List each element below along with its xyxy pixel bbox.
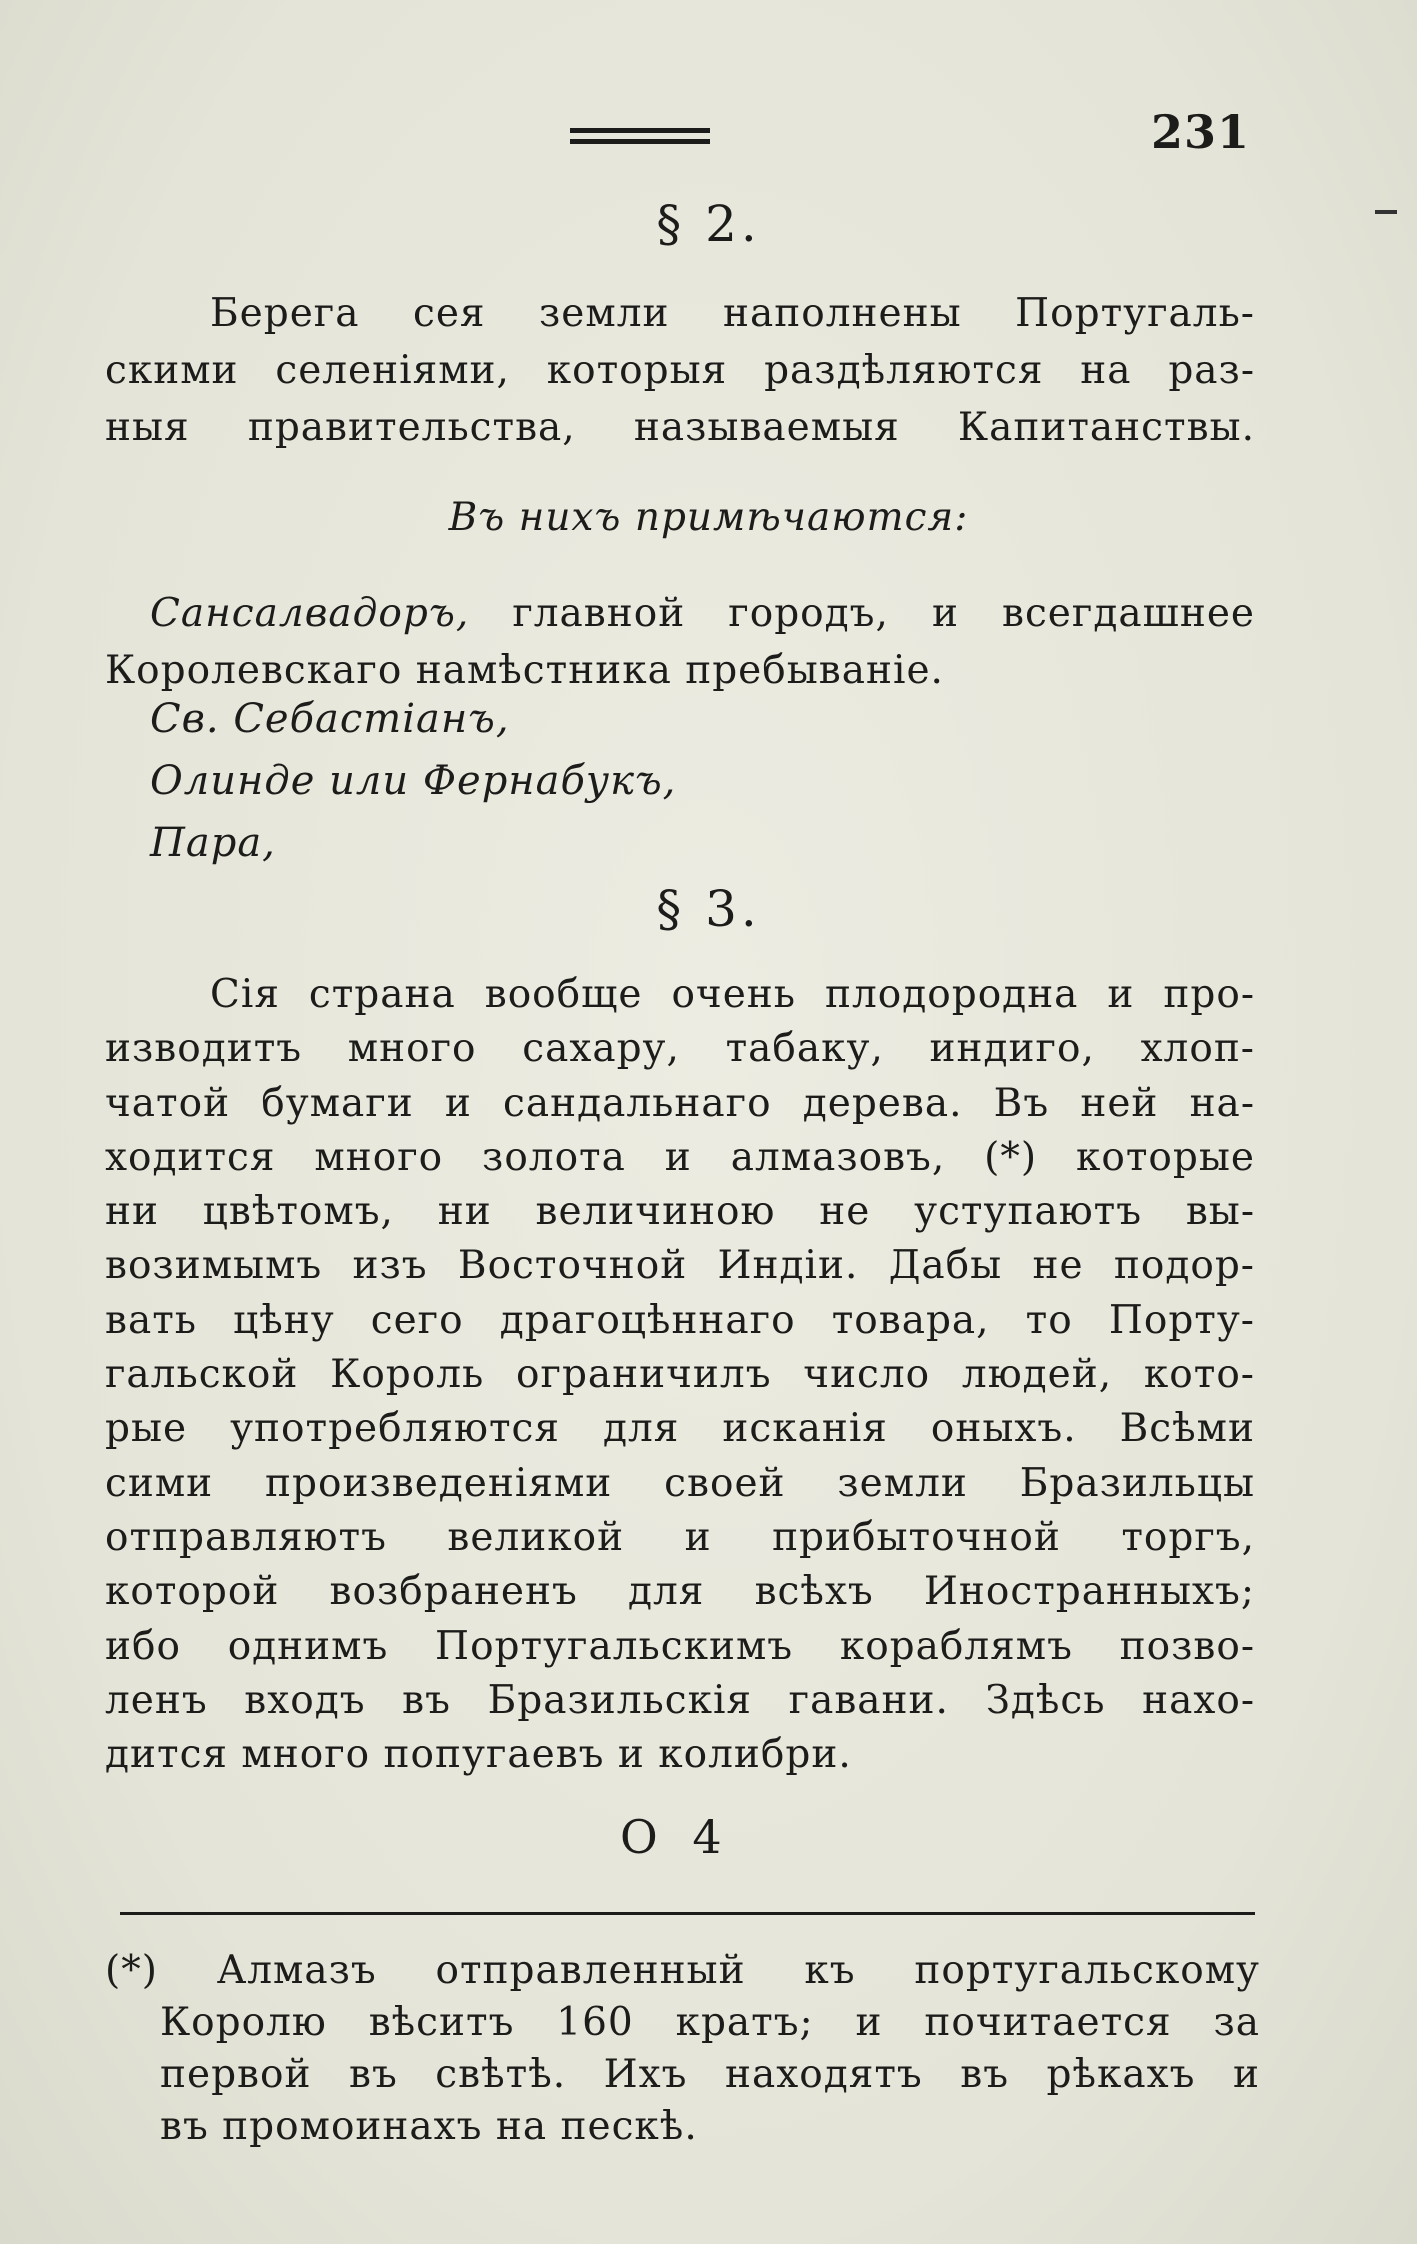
paragraph-line: скими селеніями, которыя раздѣляются на раз-: [105, 348, 1255, 393]
footnote-rule: [120, 1912, 1255, 1915]
header-rule: [570, 128, 710, 144]
subheading: Въ нихъ примѣчаются:: [448, 495, 969, 540]
signature-mark: О 4: [620, 1810, 732, 1864]
footnote: [105, 1945, 1260, 2153]
paragraph-line: Сія страна вообще очень плодородна и про-: [210, 972, 1255, 1017]
paragraph-line: ибо однимъ Португальскимъ кораблямъ позво-: [105, 1623, 1255, 1669]
paragraph-line: возимымъ изъ Восточной Индіи. Дабы не подор-: [105, 1243, 1255, 1289]
paragraph-line: гальской Король ограничилъ число людей, кото-: [105, 1352, 1255, 1398]
section-2-heading: § 2.: [656, 195, 761, 253]
capital-paragraph: [105, 585, 1255, 699]
section-3-heading: § 3.: [656, 880, 761, 938]
paragraph-line: изводитъ много сахару, табаку, индиго, хлоп-: [105, 1026, 1255, 1072]
paragraph-line: которой возбраненъ для всѣхъ Иностранныхъ;: [105, 1569, 1255, 1615]
paragraph-line: сими произведеніями своей земли Бразильцы: [105, 1460, 1255, 1506]
list-item: Св. Себастіанъ,: [150, 696, 510, 742]
paragraph-line: [105, 585, 1255, 642]
paragraph-line: ни цвѣтомъ, ни величиною не уступаютъ вы-: [105, 1189, 1255, 1235]
paragraph-line: ходится много золота и алмазовъ, (*) которые: [105, 1134, 1255, 1180]
capital-name: Сансалвадоръ,: [150, 591, 470, 636]
section-2-paragraph: [105, 285, 1255, 456]
paragraph-line: дится много попугаевъ и колибри.: [105, 1732, 852, 1778]
paragraph-line: вать цѣну сего драгоцѣннаго товара, то Порту-: [105, 1297, 1255, 1343]
paragraph-line: Берега сея земли наполнены Португаль-: [210, 291, 1255, 336]
footnote-line: (*) Алмазъ отправленный къ португальскому: [105, 1948, 1260, 1993]
section-3-paragraph: [105, 968, 1255, 1782]
capital-description: главной городъ, и всегдашнее: [512, 591, 1256, 636]
page-number: 231: [1150, 105, 1250, 159]
paragraph-line: отправляютъ великой и прибыточной торгъ,: [105, 1514, 1255, 1560]
paragraph-line: чатой бумаги и сандальнаго дерева. Въ ней на-: [105, 1080, 1255, 1126]
paragraph-line: рые употребляются для исканія оныхъ. Всѣми: [105, 1406, 1255, 1452]
paragraph-line: ленъ входъ въ Бразильскія гавани. Здѣсь нахо-: [105, 1677, 1255, 1723]
list-item: Пара,: [150, 820, 276, 866]
footnote-line: въ промоинахъ на пескѣ.: [160, 2104, 698, 2149]
paragraph-line: Королевскаго намѣстника пребываніе.: [105, 648, 944, 693]
paragraph-line: ныя правительства, называемыя Капитанствы.: [105, 405, 1255, 450]
list-item: Олинде или Фернабукъ,: [150, 758, 677, 804]
places-list: [150, 688, 1250, 874]
footnote-line: первой въ свѣтѣ. Ихъ находятъ въ рѣкахъ и: [160, 2052, 1260, 2097]
footnote-line: Королю вѣситъ 160 кратъ; и почитается за: [160, 2000, 1260, 2045]
